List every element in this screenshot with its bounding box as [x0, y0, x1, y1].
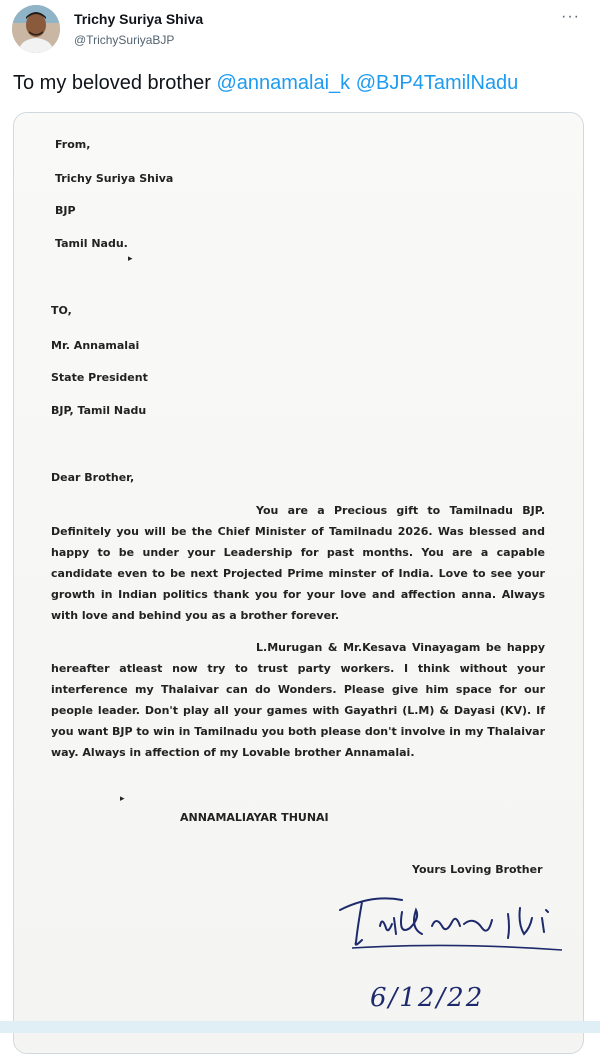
tweet-header: [0, 0, 600, 60]
annamaliayar-thunai: ANNAMALIAYAR THUNAI: [180, 811, 329, 824]
mention-annamalai[interactable]: @annamalai_k: [216, 72, 351, 94]
scan-speck-2: ▸: [120, 794, 125, 804]
bottom-bar: [0, 1021, 600, 1033]
avatar-photo: [12, 5, 60, 53]
author-name[interactable]: Trichy Suriya Shiva: [74, 11, 204, 27]
from-name: Trichy Suriya Shiva: [55, 172, 174, 185]
paragraph-2: [51, 637, 545, 763]
tweet-image[interactable]: [13, 112, 584, 1054]
to-org: BJP, Tamil Nadu: [51, 404, 147, 417]
scan-speck: ▸: [128, 254, 133, 264]
from-party: BJP: [55, 204, 76, 217]
paragraph-1-text: You are a Precious gift to Tamilnadu BJP. Definitely you will be the Chief Minister of Tamilnadu 2026. Was blessed and happy to be under your Leadership for past months. You are a capable candidate even to be next Projected Prime minster of India. Love to see your growth in Indian politics thank you for your love and affection anna. Always with love and behind you as a brother forever.: [51, 504, 545, 622]
avatar[interactable]: [12, 5, 60, 53]
tweet-text: [13, 72, 518, 95]
salutation: Dear Brother,: [51, 471, 135, 484]
more-options-icon[interactable]: ···: [561, 8, 580, 25]
letter-page: [14, 113, 583, 1053]
closing: Yours Loving Brother: [412, 863, 543, 876]
to-label: TO,: [51, 304, 72, 317]
signature-date: 6/12/22: [370, 983, 485, 1013]
tweet-text-prefix: To my beloved brother: [13, 72, 217, 94]
from-state: Tamil Nadu.: [55, 237, 128, 250]
to-title: State President: [51, 371, 148, 384]
paragraph-1: [51, 500, 545, 626]
mention-bjp4tamilnadu[interactable]: @BJP4TamilNadu: [355, 72, 519, 94]
paragraph-2-text: L.Murugan & Mr.Kesava Vinayagam be happy hereafter atleast now try to trust party workers. I think without your interference my Thalaivar can do Wonders. Please give him space for our people leader. Don't play all your games with Gayathri (L.M) & Dayasi (KV). If you want BJP to win in Tamilnadu you both please don't involve in my Thalaivar way. Always in affection of my Lovable brother Annamalai.: [51, 641, 545, 759]
to-name: Mr. Annamalai: [51, 339, 140, 352]
from-label: From,: [55, 138, 91, 151]
signature-image: [332, 888, 572, 958]
author-handle[interactable]: @TrichySuriyaBJP: [74, 33, 175, 47]
